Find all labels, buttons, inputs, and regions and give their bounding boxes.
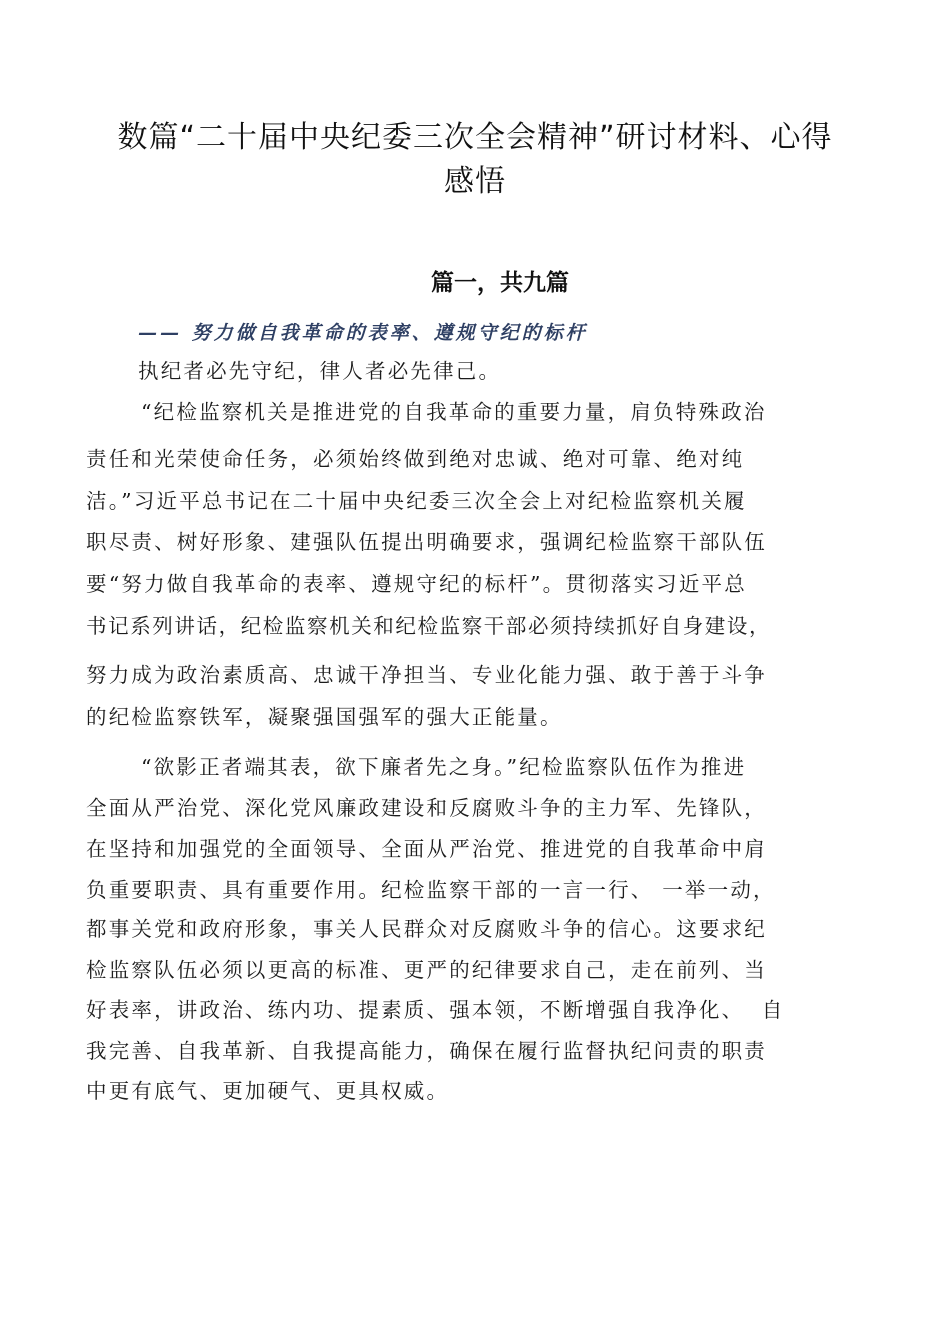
section-heading: 篇一，共九篇 (431, 270, 569, 296)
body-line: 职尽责、树好形象、建强队伍提出明确要求，强调纪检监察干部队伍 (86, 530, 767, 554)
body-line: 检监察队伍必须以更高的标准、更严的纪律要求自己，走在前列、当 (86, 958, 767, 982)
body-line: 洁。”习近平总书记在二十届中央纪委三次全会上对纪检监察机关履 (86, 489, 747, 513)
body-line: 执纪者必先守纪，律人者必先律己。 (138, 359, 502, 383)
document-title (60, 116, 890, 204)
body-line: 在坚持和加强党的全面领导、全面从严治党、推进党的自我革命中肩 (86, 837, 767, 861)
body-line: 好表率，讲政治、练内功、提素质、强本领，不断增强自我净化、 自 (86, 998, 785, 1022)
body-line: 的纪检监察铁军，凝聚强国强军的强大正能量。 (86, 705, 563, 729)
body-line: 我完善、自我革新、自我提高能力，确保在履行监督执纪问责的职责 (86, 1039, 767, 1063)
body-line: “欲影正者端其表，欲下廉者先之身。”纪检监察队伍作为推进 (141, 755, 747, 779)
body-line: 中更有底气、更加硬气、更具权威。 (86, 1079, 450, 1103)
body-line: 书记系列讲话，纪检监察机关和纪检监察干部必须持续抓好自身建设， (86, 614, 772, 638)
section-subtitle: —— 努力做自我革命的表率、遵规守纪的标杆 (138, 322, 588, 344)
body-line: 都事关党和政府形象，事关人民群众对反腐败斗争的信心。这要求纪 (86, 917, 767, 941)
body-line: 要“努力做自我革命的表率、遵规守纪的标杆”。贯彻落实习近平总 (86, 572, 747, 596)
title-line-1: 数篇“二十届中央纪委三次全会精神”研讨材料、心得 (117, 120, 833, 155)
body-line: “纪检监察机关是推进党的自我革命的重要力量，肩负特殊政治 (141, 400, 767, 424)
body-line: 负重要职责、具有重要作用。纪检监察干部的一言一行、 一举一动， (86, 878, 776, 902)
body-line: 全面从严治党、深化党风廉政建设和反腐败斗争的主力军、先锋队， (86, 796, 767, 820)
title-line-2: 感悟 (444, 164, 506, 199)
body-line: 努力成为政治素质高、忠诚干净担当、专业化能力强、敢于善于斗争 (86, 663, 767, 687)
body-line: 责任和光荣使命任务，必须始终做到绝对忠诚、绝对可靠、绝对纯 (86, 447, 745, 471)
